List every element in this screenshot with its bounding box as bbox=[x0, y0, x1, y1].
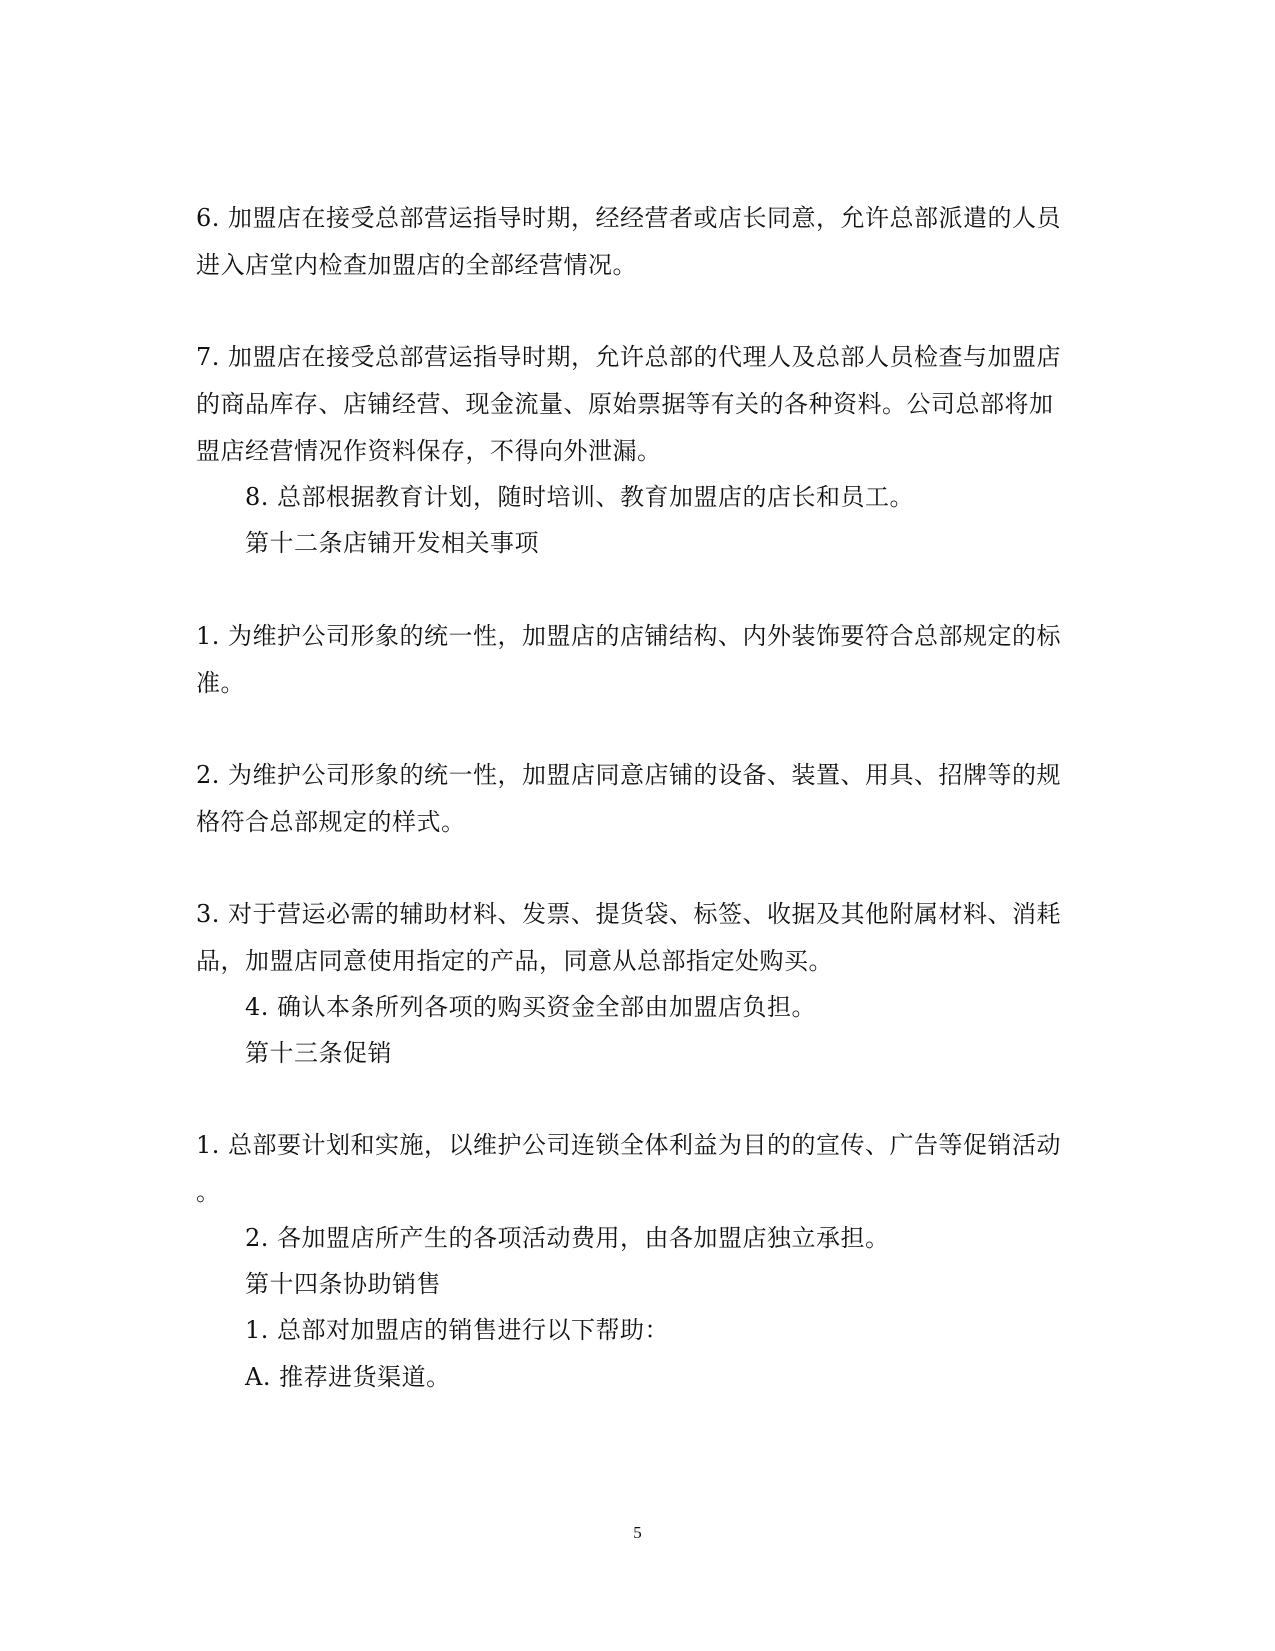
article-13-item-2: 2. 各加盟店所产生的各项活动费用，由各加盟店独立承担。 bbox=[245, 1224, 890, 1252]
article-12-item-2-line-2: 格符合总部规定的样式。 bbox=[196, 808, 466, 836]
paragraph-7-line-2: 的商品库存、店铺经营、现金流量、原始票据等有关的各种资料。公司总部将加 bbox=[196, 390, 1054, 418]
heading-article-14: 第十四条协助销售 bbox=[245, 1270, 441, 1298]
article-13-item-1-line-2: 。 bbox=[196, 1178, 221, 1206]
article-12-item-3-line-2: 品，加盟店同意使用指定的产品，同意从总部指定处购买。 bbox=[196, 947, 833, 975]
article-12-item-2-line-1: 2. 为维护公司形象的统一性，加盟店同意店铺的设备、装置、用具、招牌等的规 bbox=[196, 761, 1062, 789]
article-12-item-4: 4. 确认本条所列各项的购买资金全部由加盟店负担。 bbox=[245, 993, 817, 1021]
heading-article-12: 第十二条店铺开发相关事项 bbox=[245, 529, 539, 557]
paragraph-7-line-3: 盟店经营情况作资料保存，不得向外泄漏。 bbox=[196, 437, 662, 465]
article-14-item-a: A. 推荐进货渠道。 bbox=[245, 1363, 451, 1391]
paragraph-6-line-1: 6. 加盟店在接受总部营运指导时期，经经营者或店长同意，允许总部派遣的人员 bbox=[196, 204, 1062, 232]
heading-article-13: 第十三条促销 bbox=[245, 1039, 392, 1067]
article-12-item-1-line-2: 准。 bbox=[196, 669, 245, 697]
article-13-item-1-line-1: 1. 总部要计划和实施，以维护公司连锁全体利益为目的的宣传、广告等促销活动 bbox=[196, 1131, 1062, 1159]
paragraph-6-line-2: 进入店堂内检查加盟店的全部经营情况。 bbox=[196, 251, 637, 279]
page-number: 5 bbox=[633, 1523, 642, 1542]
paragraph-8: 8. 总部根据教育计划，随时培训、教育加盟店的店长和员工。 bbox=[245, 483, 915, 511]
paragraph-7-line-1: 7. 加盟店在接受总部营运指导时期，允许总部的代理人及总部人员检查与加盟店 bbox=[196, 343, 1062, 371]
article-12-item-3-line-1: 3. 对于营运必需的辅助材料、发票、提货袋、标签、收据及其他附属材料、消耗 bbox=[196, 900, 1062, 928]
article-14-item-1: 1. 总部对加盟店的销售进行以下帮助： bbox=[245, 1316, 670, 1344]
article-12-item-1-line-1: 1. 为维护公司形象的统一性，加盟店的店铺结构、内外装饰要符合总部规定的标 bbox=[196, 622, 1062, 650]
